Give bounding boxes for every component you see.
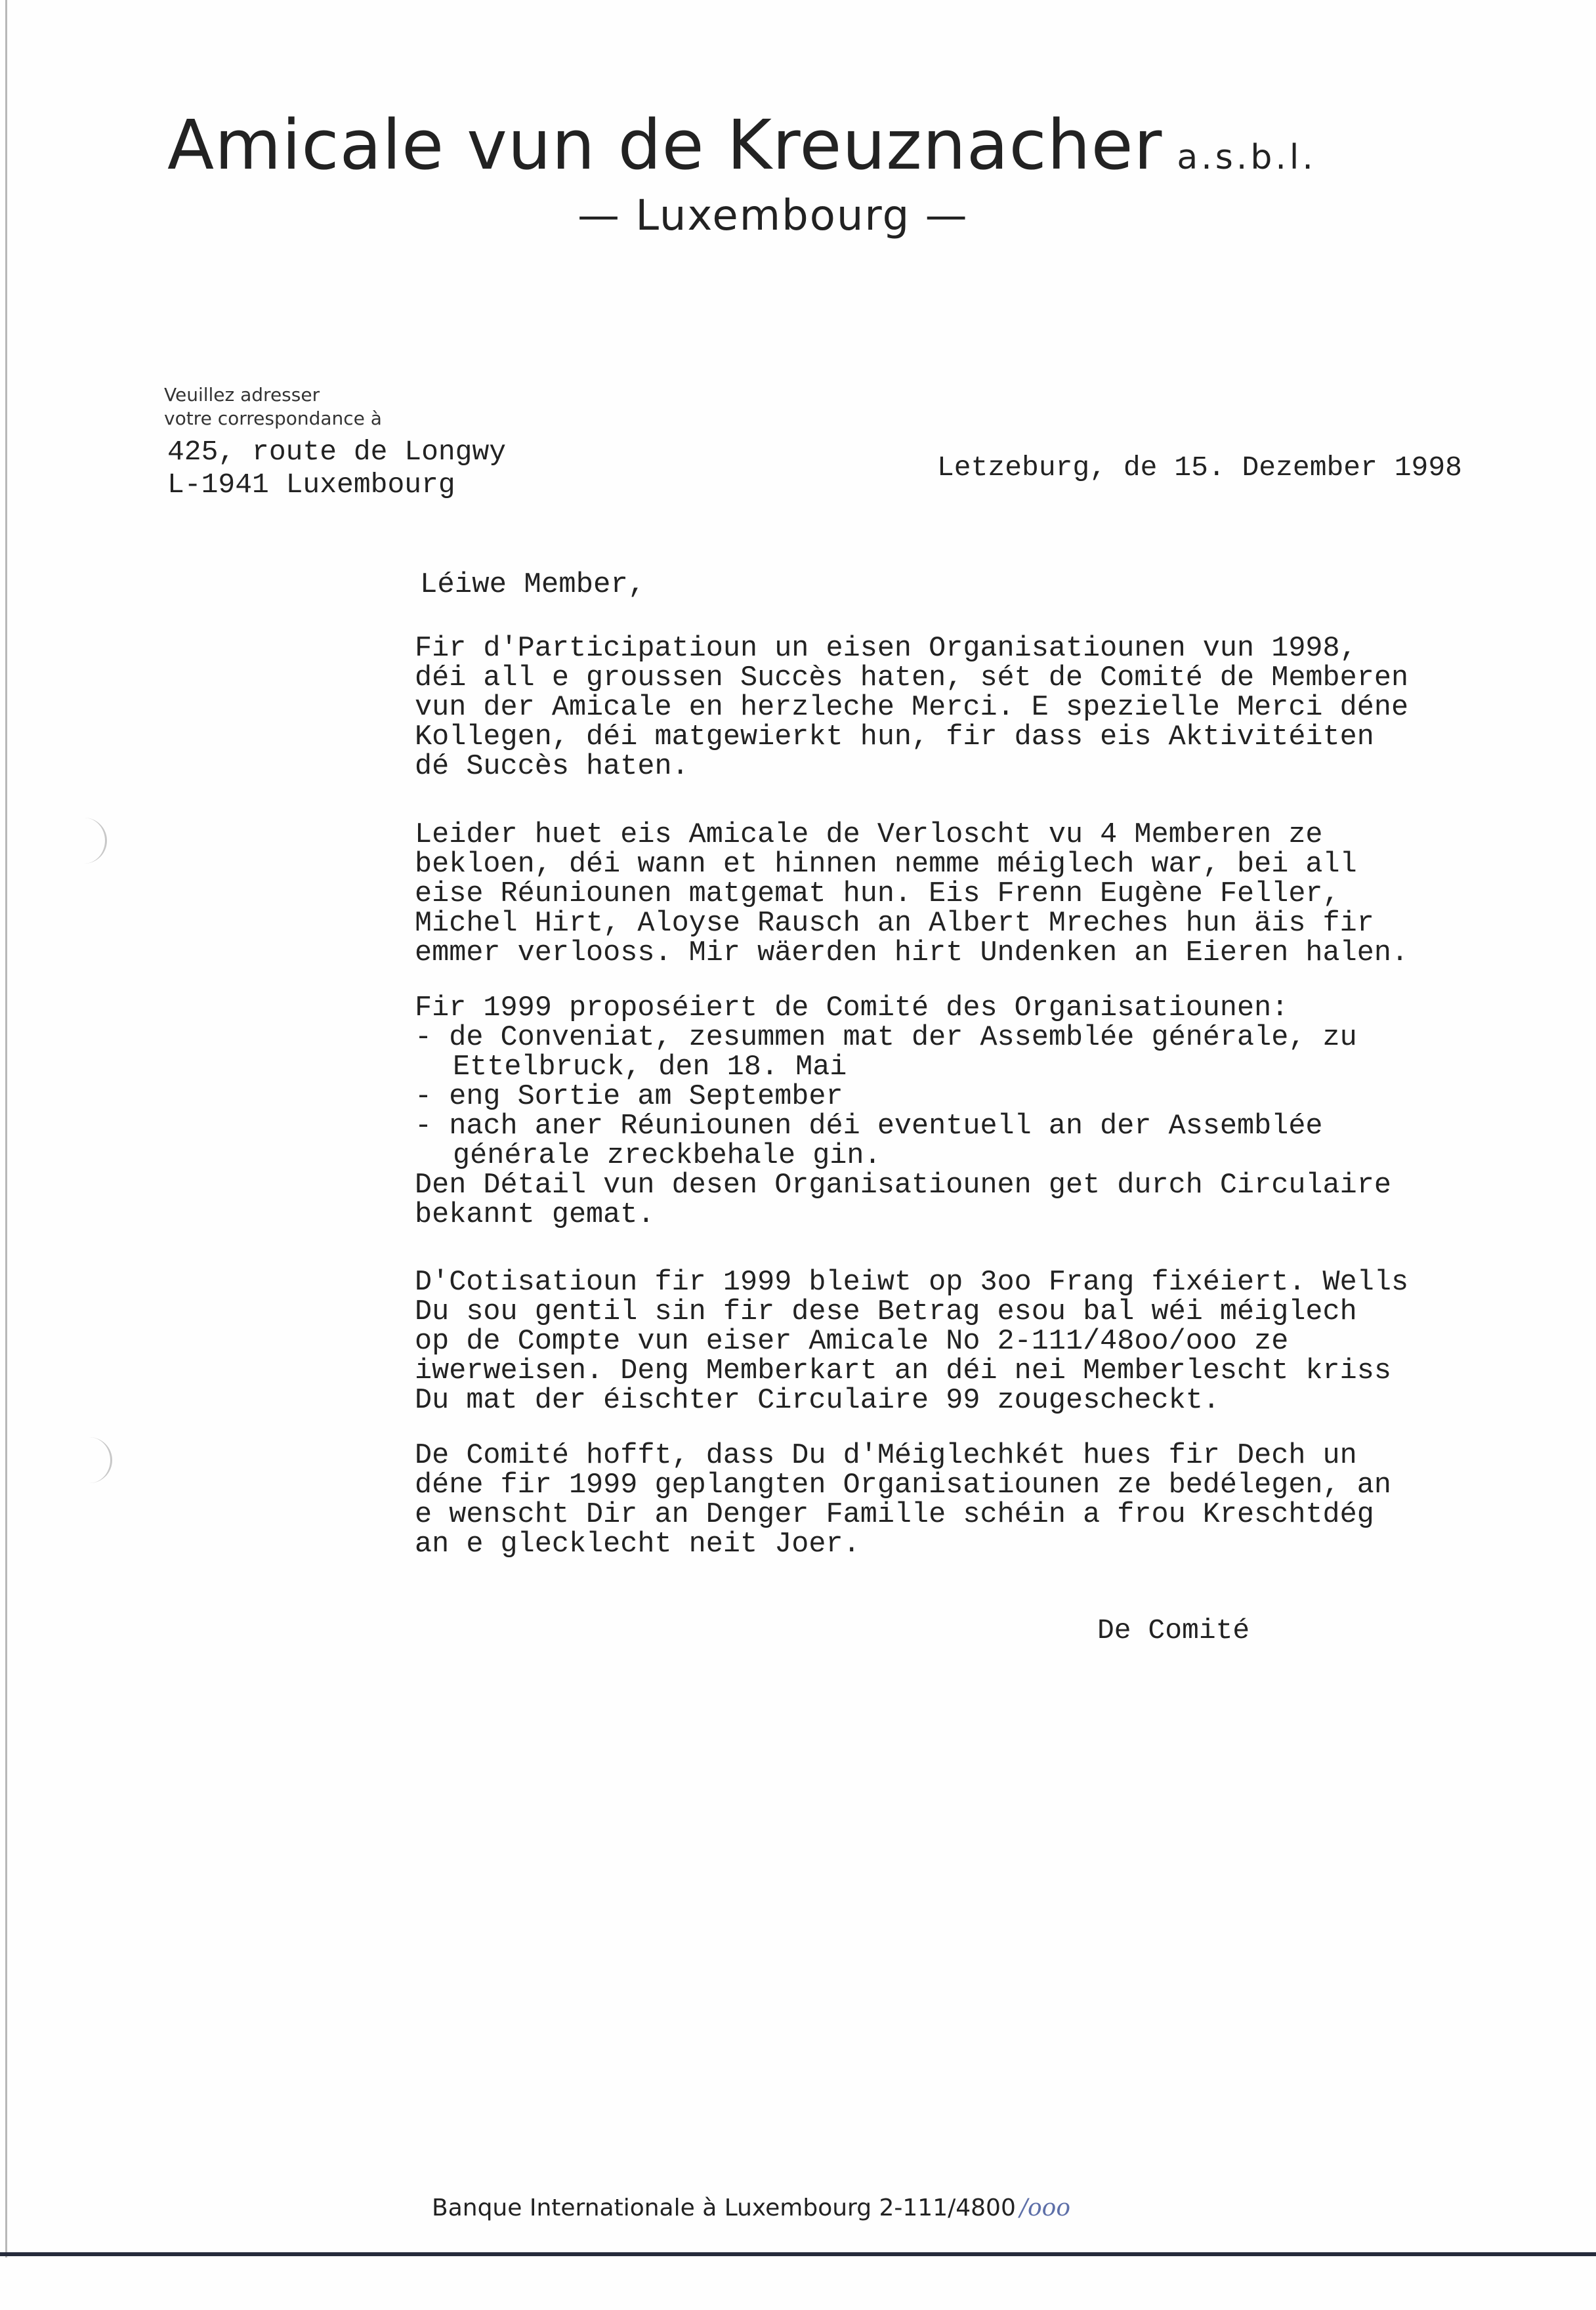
paragraph-condolences (415, 820, 1557, 968)
text-line: op de Compte vun eiser Amicale No 2-111/48oo/ooo ze (415, 1326, 1289, 1358)
address-street: 425, route de Longwy (167, 436, 507, 468)
letterhead-suffix: a.s.b.l. (1177, 138, 1316, 177)
punch-hole-mark (84, 1437, 112, 1483)
text-line: Michel Hirt, Aloyse Rausch an Albert Mreches hun äis fir (415, 908, 1374, 940)
salutation: Léiwe Member, (420, 568, 646, 601)
text-line: emmer verlooss. Mir wäerden hirt Undenken an Eieren halen. (415, 937, 1409, 969)
text-line: dé Succès haten. (415, 751, 689, 783)
list-item-continuation: générale zreckbehale gin. (453, 1140, 881, 1172)
letterhead-name: Amicale vun de Kreuznacher (167, 105, 1163, 185)
text-line: Kollegen, déi matgewierkt hun, fir dass eis Aktivitéiten (415, 721, 1374, 753)
text-line: déne fir 1999 geplangten Organisatiounen ze bedélegen, an (415, 1469, 1391, 1502)
text-line: e wenscht Dir an Denger Famille schéin a frou Kreschtdég (415, 1499, 1374, 1531)
paragraph-membership-fee (415, 1268, 1557, 1416)
list-item-continuation: Ettelbruck, den 18. Mai (453, 1051, 847, 1083)
text-line: an e glecklecht neit Joer. (415, 1528, 860, 1561)
text-line: bekloen, déi wann et hinnen nemme méiglech war, bei all (415, 849, 1357, 881)
address-city: L-1941 Luxembourg (167, 469, 455, 501)
text-line: eise Réuniounen matgemat hun. Eis Frenn Eugène Feller, (415, 878, 1340, 910)
punch-hole-mark (79, 818, 107, 864)
text-line: vun der Amicale en herzleche Merci. E spezielle Merci déne (415, 692, 1409, 724)
text-line: iwerweisen. Deng Memberkart an déi nei Memberlescht kriss (415, 1355, 1391, 1387)
letterhead-subtitle: — Luxembourg — (578, 192, 969, 240)
signature: De Comité (1097, 1614, 1250, 1647)
handwritten-account-suffix: /ooo (1019, 2194, 1071, 2221)
paragraph-thanks (415, 634, 1557, 782)
text-line: bekannt gemat. (415, 1199, 655, 1231)
correspondence-address (167, 436, 506, 501)
footer-rule (0, 2252, 1596, 2256)
text-line: Leider huet eis Amicale de Verloscht vu 4 Memberen ze (415, 819, 1323, 851)
text-line: Fir d'Participatioun un eisen Organisatiounen vun 1998, (415, 633, 1357, 665)
address-note (164, 383, 382, 430)
list-item: - de Conveniat, zesummen mat der Assemblée générale, zu (415, 1022, 1357, 1054)
text-line: De Comité hofft, dass Du d'Méiglechkét hues fir Dech un (415, 1440, 1357, 1472)
list-item: - nach aner Réuniounen déi eventuell an der Assemblée (415, 1110, 1323, 1143)
list-item: - eng Sortie am September (415, 1081, 843, 1113)
paragraph-greetings (415, 1441, 1557, 1559)
text-line: D'Cotisatioun fir 1999 bleiwt op 3oo Frang fixéiert. Wells (415, 1267, 1409, 1299)
address-note-line: Veuillez adresser (164, 384, 320, 406)
footer-bank-details (432, 2194, 1070, 2221)
text-line: Den Détail vun desen Organisatiounen get durch Circulaire (415, 1169, 1391, 1202)
text-line: déi all e groussen Succès haten, sét de Comité de Memberen (415, 662, 1409, 694)
text-line: Du mat der éischter Circulaire 99 zougescheckt. (415, 1385, 1220, 1417)
address-note-line: votre correspondance à (164, 408, 382, 429)
page-edge (5, 0, 7, 2258)
text-line: Fir 1999 proposéiert de Comité des Organisatiounen: (415, 992, 1289, 1024)
letter-date: Letzeburg, de 15. Dezember 1998 (937, 452, 1462, 484)
bank-account: Banque Internationale à Luxembourg 2-111/4800 (432, 2194, 1016, 2221)
letterhead-title (167, 105, 1316, 185)
text-line: Du sou gentil sin fir dese Betrag esou bal wéi méiglech (415, 1296, 1357, 1328)
paragraph-program-1999 (415, 994, 1557, 1230)
